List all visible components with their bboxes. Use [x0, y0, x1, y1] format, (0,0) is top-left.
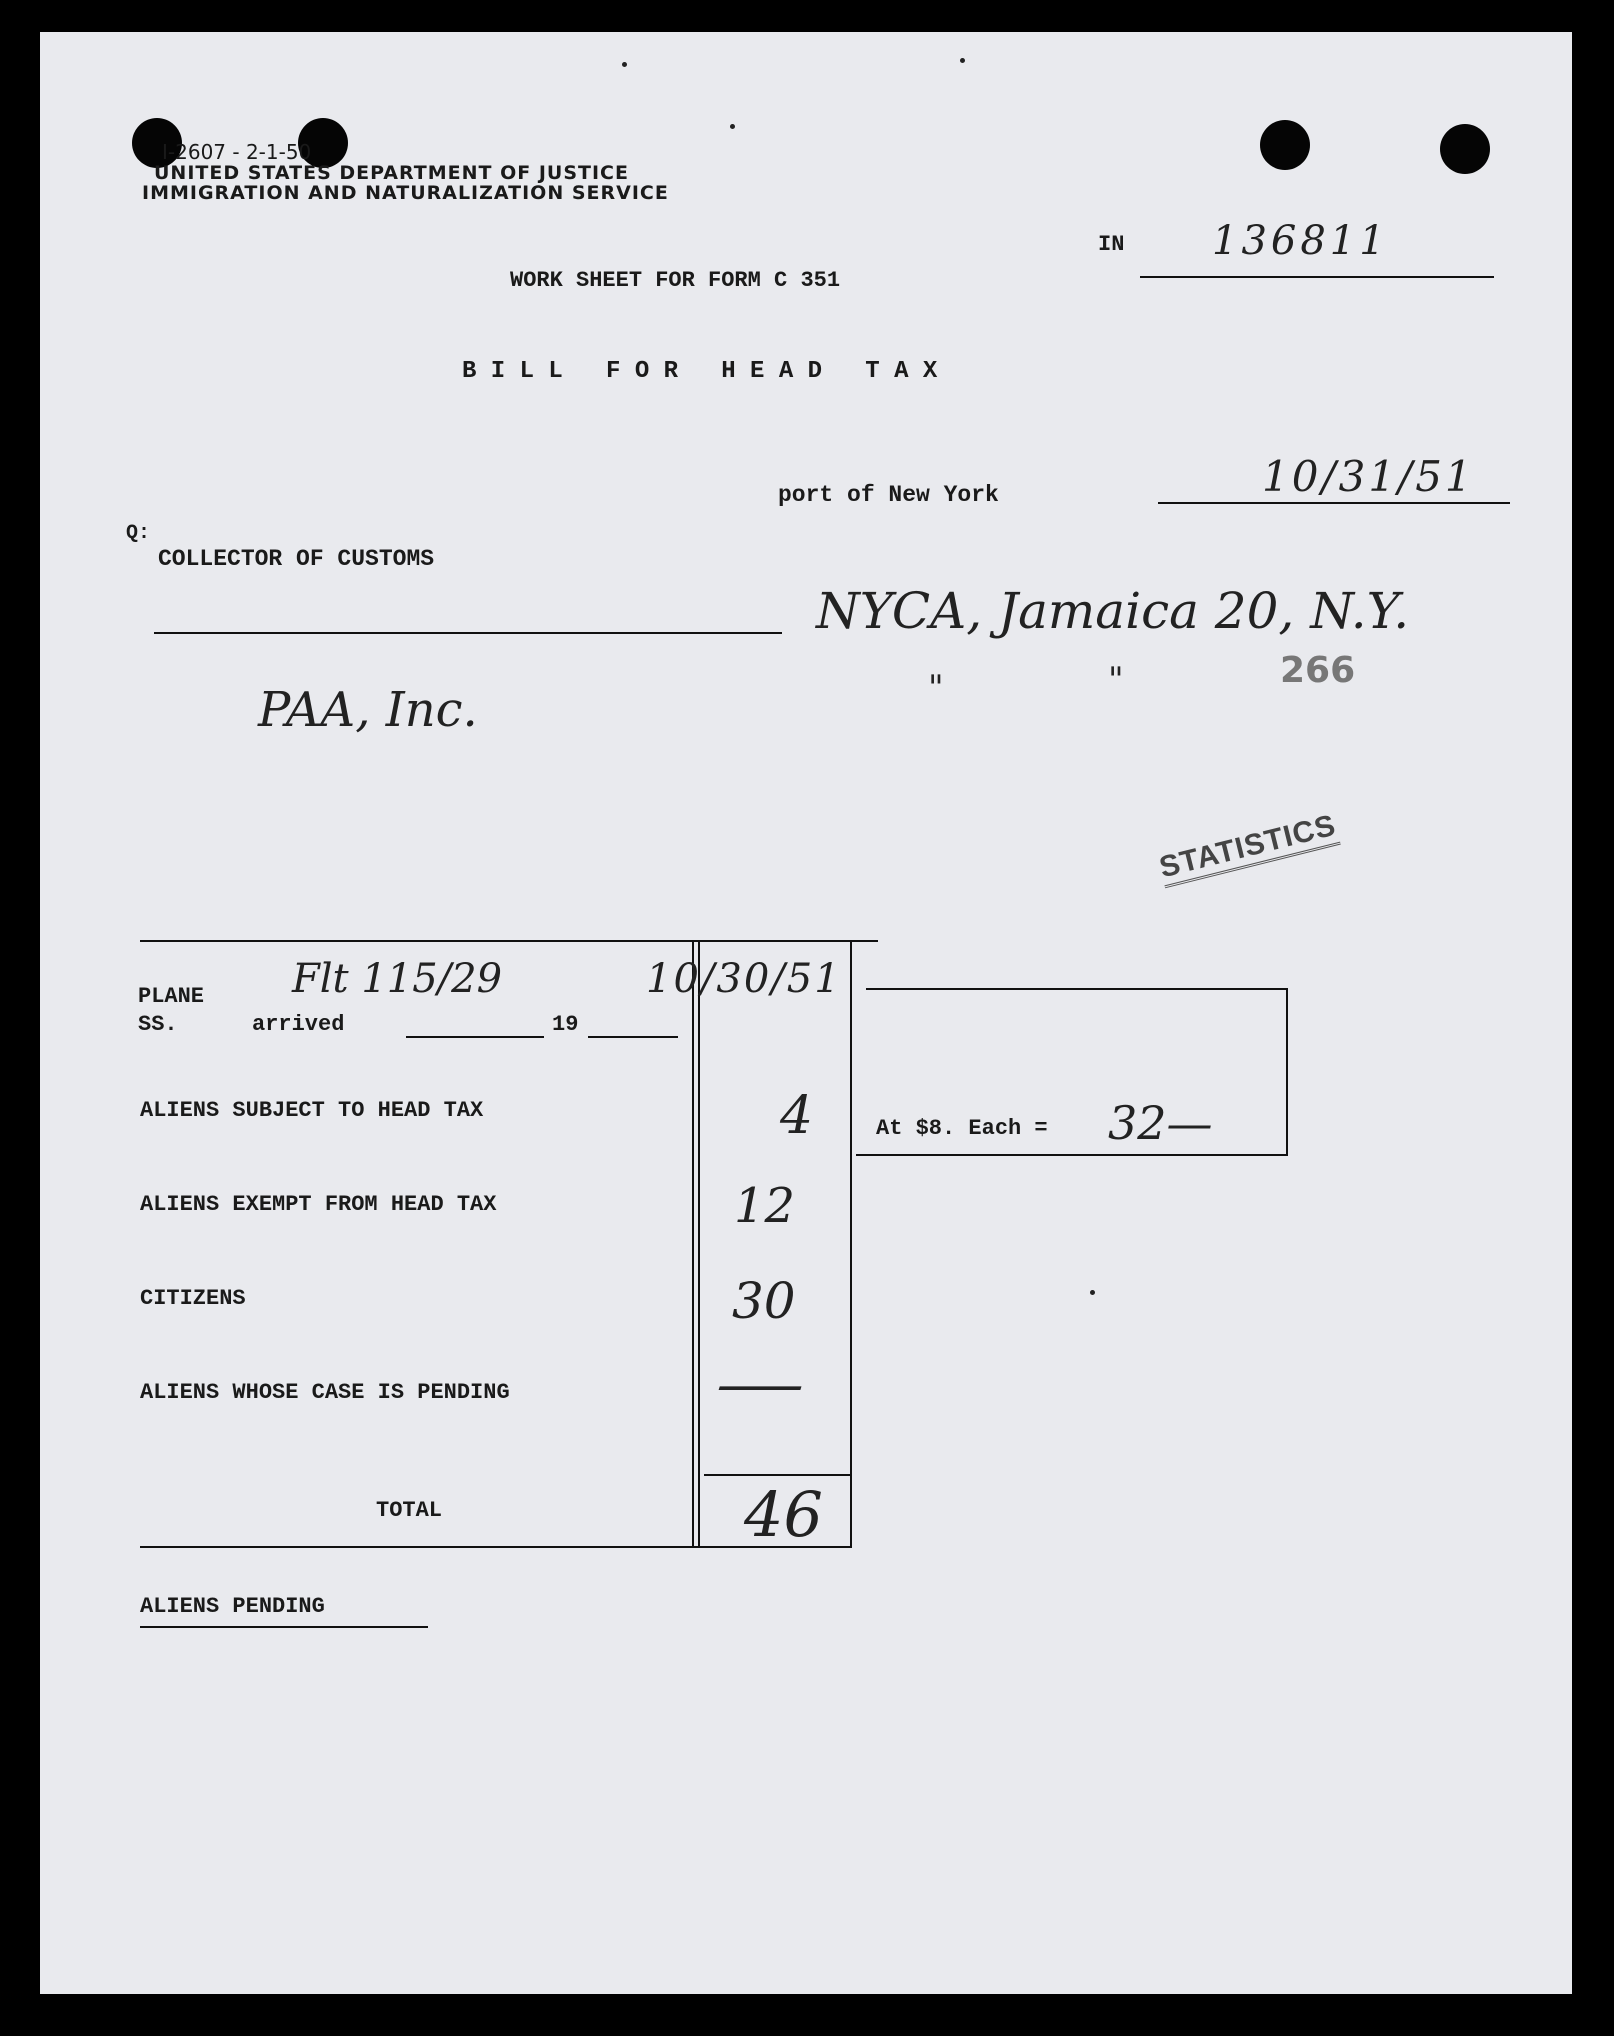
arrived-label: arrived [252, 1012, 345, 1037]
collector-label: COLLECTOR OF CUSTOMS [158, 546, 435, 572]
ditto-mark: " [1108, 660, 1124, 700]
row-value-pending: — [715, 1352, 805, 1417]
table-top-rule [140, 940, 878, 942]
row-label-citizens: CITIZENS [140, 1286, 246, 1311]
collector-address: NYCA, Jamaica 20, N.Y. [816, 582, 1410, 640]
flight-number: Flt 115/29 [292, 956, 503, 1002]
tax-box-top [866, 988, 1288, 990]
total-value: 46 [744, 1478, 823, 1551]
tax-amount: 32— [1108, 1096, 1213, 1150]
ss-label: SS. [138, 1012, 178, 1037]
company-name: PAA, Inc. [258, 682, 478, 738]
bill-date: 10/31/51 [1262, 452, 1475, 501]
in-label: IN [1098, 232, 1125, 257]
table-divider-right [850, 940, 852, 1548]
row-value-citizens: 30 [732, 1272, 796, 1330]
ditto-mark: " [928, 668, 944, 708]
punch-hole [1440, 124, 1490, 174]
total-label: TOTAL [376, 1498, 443, 1523]
tax-box-bottom [856, 1154, 1288, 1156]
statistics-stamp: STATISTICS [1156, 809, 1340, 889]
bill-title: B I L L F O R H E A D T A X [462, 358, 938, 385]
agency-name: UNITED STATES DEPARTMENT OF JUSTICE [154, 162, 629, 184]
port-label: port of New York [778, 482, 999, 508]
row-label-pending: ALIENS WHOSE CASE IS PENDING [140, 1380, 510, 1405]
speck [730, 124, 735, 129]
in-number: 136811 [1212, 218, 1389, 264]
to-label: Q: [126, 522, 151, 545]
form-number: I-2607 - 2-1-50 [162, 140, 312, 164]
work-sheet-title: WORK SHEET FOR FORM C 351 [510, 268, 841, 293]
aliens-pending-underline [140, 1626, 428, 1628]
table-divider-left [692, 940, 694, 1548]
year-prefix: 19 [552, 1012, 579, 1037]
speck [622, 62, 627, 67]
aliens-pending-label: ALIENS PENDING [140, 1594, 325, 1619]
speck [1090, 1290, 1095, 1295]
row-label-exempt: ALIENS EXEMPT FROM HEAD TAX [140, 1192, 497, 1217]
row-value-subject: 4 [780, 1086, 814, 1146]
total-rule [704, 1474, 850, 1476]
arrived-underline [406, 1036, 544, 1038]
collector-underline [154, 632, 782, 634]
tax-rate-label: At $8. Each = [876, 1116, 1048, 1141]
service-name: IMMIGRATION AND NATURALIZATION SERVICE [142, 182, 669, 204]
document-page [40, 32, 1572, 1994]
date-underline [1158, 502, 1510, 504]
punch-hole [1260, 120, 1310, 170]
row-value-exempt: 12 [734, 1178, 796, 1234]
row-label-subject: ALIENS SUBJECT TO HEAD TAX [140, 1098, 484, 1123]
arrival-date: 10/30/51 [646, 956, 842, 1002]
table-divider-left [698, 940, 700, 1548]
year-underline [588, 1036, 678, 1038]
plane-label: PLANE [138, 984, 205, 1009]
tax-box-right [1286, 988, 1288, 1156]
speck [960, 58, 965, 63]
in-number-underline [1140, 276, 1494, 278]
code-stamp: 266 [1280, 650, 1356, 691]
